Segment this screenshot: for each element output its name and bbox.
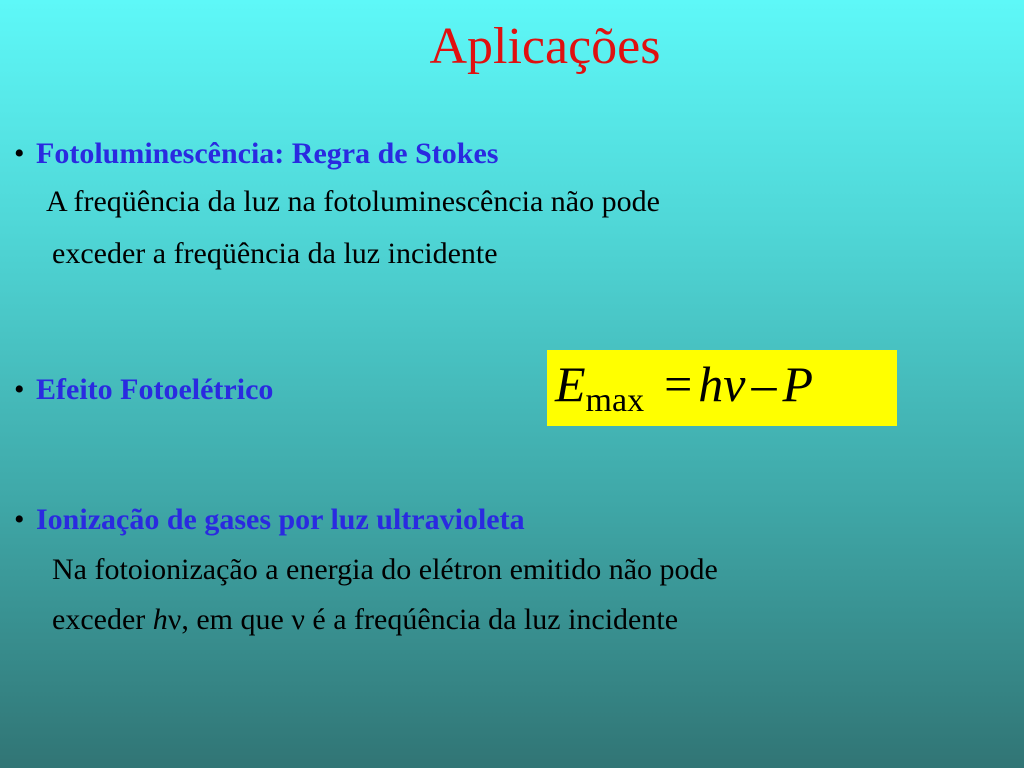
formula-equals: =: [664, 356, 693, 412]
bullet-item-ionization: [14, 502, 525, 538]
ionization-text-line-1: Na fotoionização a energia do elétron emitido não pode: [52, 553, 718, 586]
section-heading-stokes: Fotoluminescência: Regra de Stokes: [36, 137, 499, 170]
formula-planck-symbol: h: [698, 356, 724, 412]
frequency-symbol: ν: [167, 603, 182, 636]
section-heading-ionization: Ionização de gases por luz ultravioleta: [36, 503, 525, 536]
ionization-text-suffix: é a freqúência da luz incidente: [304, 603, 679, 636]
photoelectric-equation: [555, 354, 814, 419]
ionization-text-prefix: exceder: [52, 603, 153, 636]
formula-energy-symbol: E: [555, 356, 586, 412]
bullet-icon: •: [14, 503, 25, 536]
bullet-item-photoelectric: [14, 372, 273, 408]
formula-work-function-symbol: P: [782, 356, 814, 412]
ionization-text-mid: , em que: [181, 603, 292, 636]
bullet-icon: •: [14, 137, 25, 170]
planck-symbol: h: [152, 603, 168, 636]
formula-box: [547, 350, 897, 426]
bullet-item-stokes: [14, 136, 498, 172]
stokes-text-line-1: A freqüência da luz na fotoluminescência não pode: [46, 185, 660, 218]
ionization-text-line-2: [52, 602, 678, 638]
section-heading-photoelectric: Efeito Fotoelétrico: [36, 373, 274, 406]
bullet-icon: •: [14, 373, 25, 406]
formula-frequency-symbol: ν: [723, 356, 746, 412]
frequency-symbol-2: ν: [291, 603, 305, 636]
slide-title: Aplicações: [429, 18, 661, 75]
stokes-text-line-2: exceder a freqüência da luz incidente: [52, 237, 498, 270]
formula-minus: –: [751, 356, 777, 412]
formula-subscript: max: [585, 382, 645, 419]
